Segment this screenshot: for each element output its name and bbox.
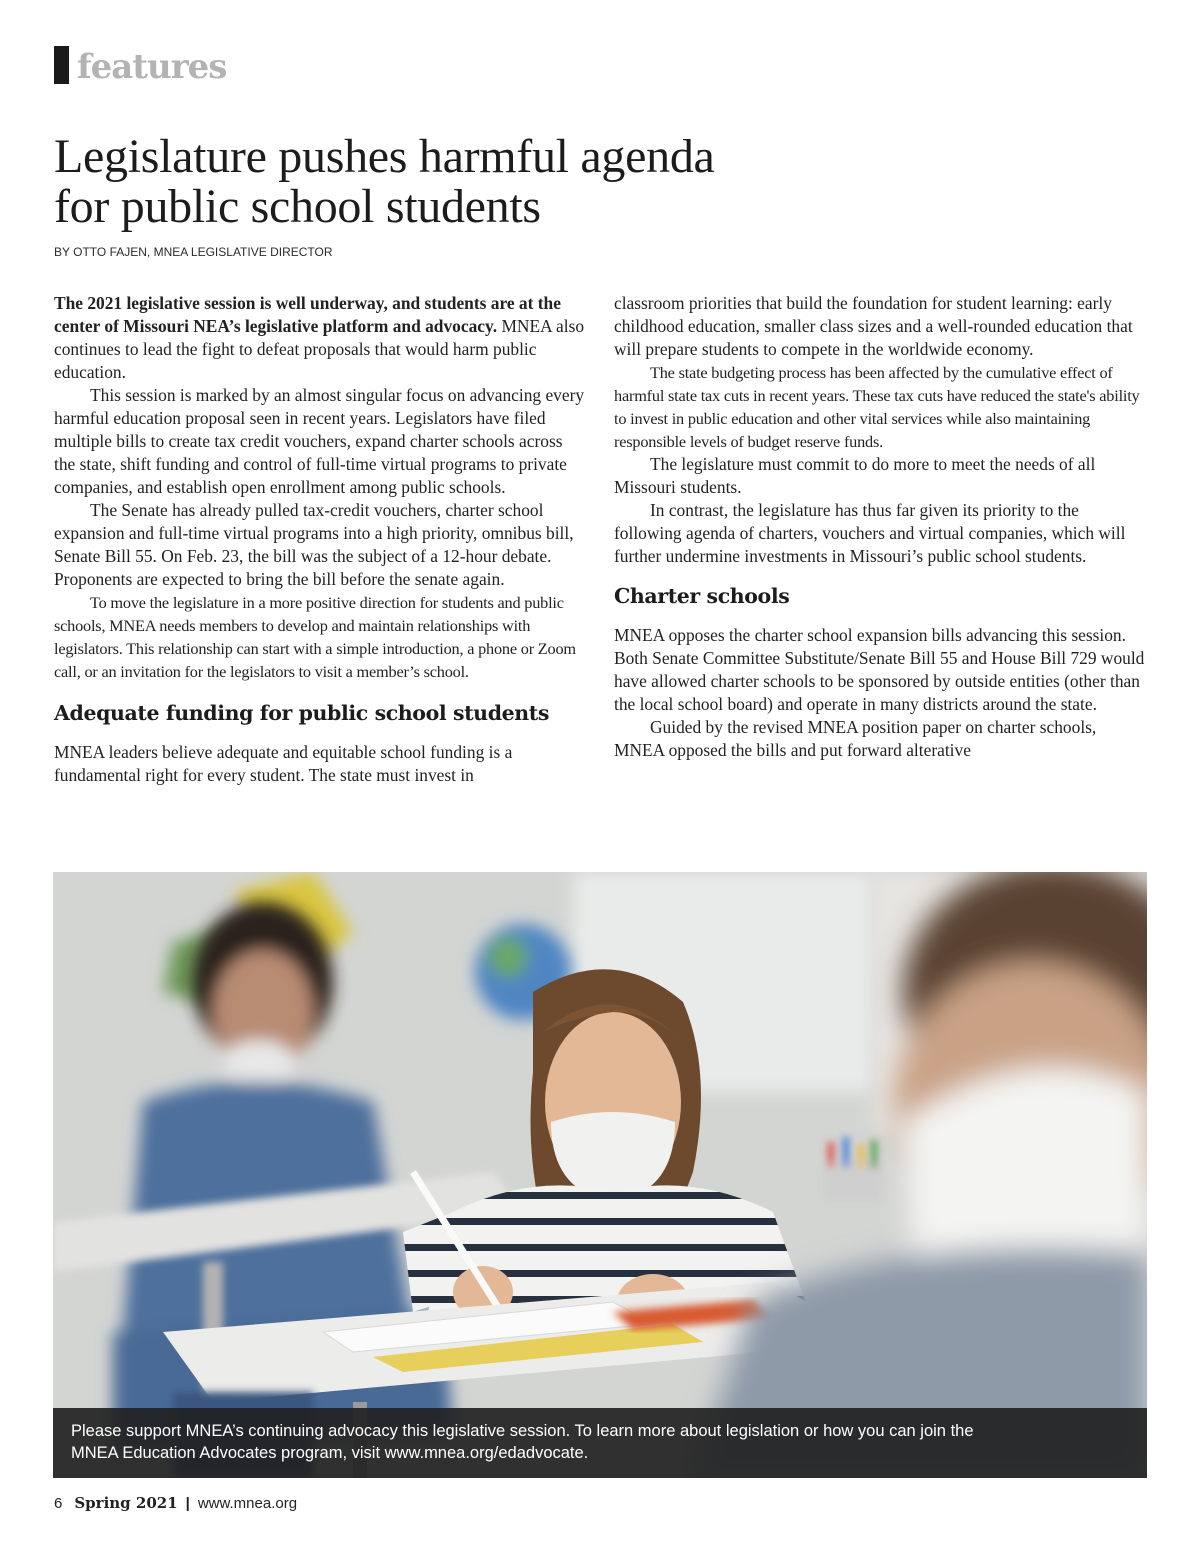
caption-line-1: Please support MNEA’s continuing advocacy this legislative session. To learn more about legislation or how you can join the bbox=[71, 1422, 974, 1440]
lead-paragraph bbox=[54, 292, 588, 384]
body-paragraph: To move the legislature in a more positive direction for students and public schools, MNEA needs members to develop and maintain relationships with legislators. This relationship can start with a simple introduction, a phone or Zoom call, or an invitation for the legislators to visit a member’s school. bbox=[54, 593, 576, 681]
byline: BY OTTO FAJEN, MNEA LEGISLATIVE DIRECTOR bbox=[54, 245, 333, 259]
body-paragraph: MNEA leaders believe adequate and equitable school funding is a fundamental right for every student. The state must invest in bbox=[54, 742, 513, 785]
page-number: 6 bbox=[54, 1495, 63, 1512]
lead-rest-text: MNEA also continues to lead the fight to defeat proposals that would harm public education. bbox=[54, 316, 585, 382]
body-paragraph-continued: classroom priorities that build the foundation for student learning: early childhood education, smaller class sizes and a well-rounded education that will prepare students to compete in the worldwide economy. bbox=[614, 293, 1133, 359]
body-paragraph: The Senate has already pulled tax-credit vouchers, charter school expansion and full-time virtual programs into a high priority, omnibus bill, Senate Bill 55. On Feb. 23, the bill was the subject of a 12-hour debate. Proponents are expected to bring the bill before the senate again. bbox=[54, 500, 574, 589]
photo-caption bbox=[53, 1408, 1147, 1478]
headline-line-2: for public school students bbox=[54, 180, 541, 233]
body-paragraph: In contrast, the legislature has thus far given its priority to the following agenda of charters, vouchers and virtual companies, which will further undermine investments in Missouri’s public school students. bbox=[614, 500, 1126, 566]
article-column-right bbox=[614, 292, 1150, 762]
body-paragraph: The state budgeting process has been affected by the cumulative effect of harmful state tax cuts in recent years. These tax cuts have reduced the state's ability to invest in public education and other vital services while also maintaining responsible levels of budget reserve funds. bbox=[614, 363, 1140, 451]
article-headline bbox=[54, 132, 1154, 232]
lead-bold-text: The 2021 legislative session is well underway, and students are at the center of Missouri NEA’s legislative platform and advocacy. bbox=[54, 293, 561, 336]
classroom-photo bbox=[53, 872, 1147, 1478]
body-paragraph: Guided by the revised MNEA position paper on charter schools, MNEA opposed the bills and put forward alterative bbox=[614, 717, 1097, 760]
section-tag bbox=[54, 44, 227, 87]
section-marker-bar bbox=[54, 46, 69, 84]
article-column-left bbox=[54, 292, 588, 787]
footer-separator: | bbox=[185, 1495, 190, 1512]
page-footer bbox=[54, 1494, 297, 1512]
caption-line-2: MNEA Education Advocates program, visit www.mnea.org/edadvocate. bbox=[71, 1444, 589, 1462]
body-paragraph: This session is marked by an almost singular focus on advancing every harmful education proposal seen in recent years. Legislators have filed multiple bills to create tax credit vouchers, expand charter schools across the state, shift funding and control of full-time virtual programs to private companies, and establish open enrollment among public schools. bbox=[54, 385, 585, 497]
classroom-illustration bbox=[53, 872, 1147, 1478]
body-paragraph: MNEA opposes the charter school expansion bills advancing this session. Both Senate Committee Substitute/Senate Bill 55 and House Bill 729 would have allowed charter schools to be sponsored by outside entities (other than the local school board) and operate in many districts around the state. bbox=[614, 625, 1145, 714]
headline-line-1: Legislature pushes harmful agenda bbox=[54, 130, 715, 183]
body-paragraph: The legislature must commit to do more to meet the needs of all Missouri students. bbox=[614, 454, 1096, 497]
issue-label: Spring 2021 bbox=[74, 1494, 178, 1512]
subheading-charter-schools: Charter schools bbox=[614, 584, 790, 608]
section-label: features bbox=[77, 47, 227, 87]
website-link[interactable]: www.mnea.org bbox=[197, 1495, 298, 1512]
subheading-funding: Adequate funding for public school students bbox=[54, 701, 549, 725]
